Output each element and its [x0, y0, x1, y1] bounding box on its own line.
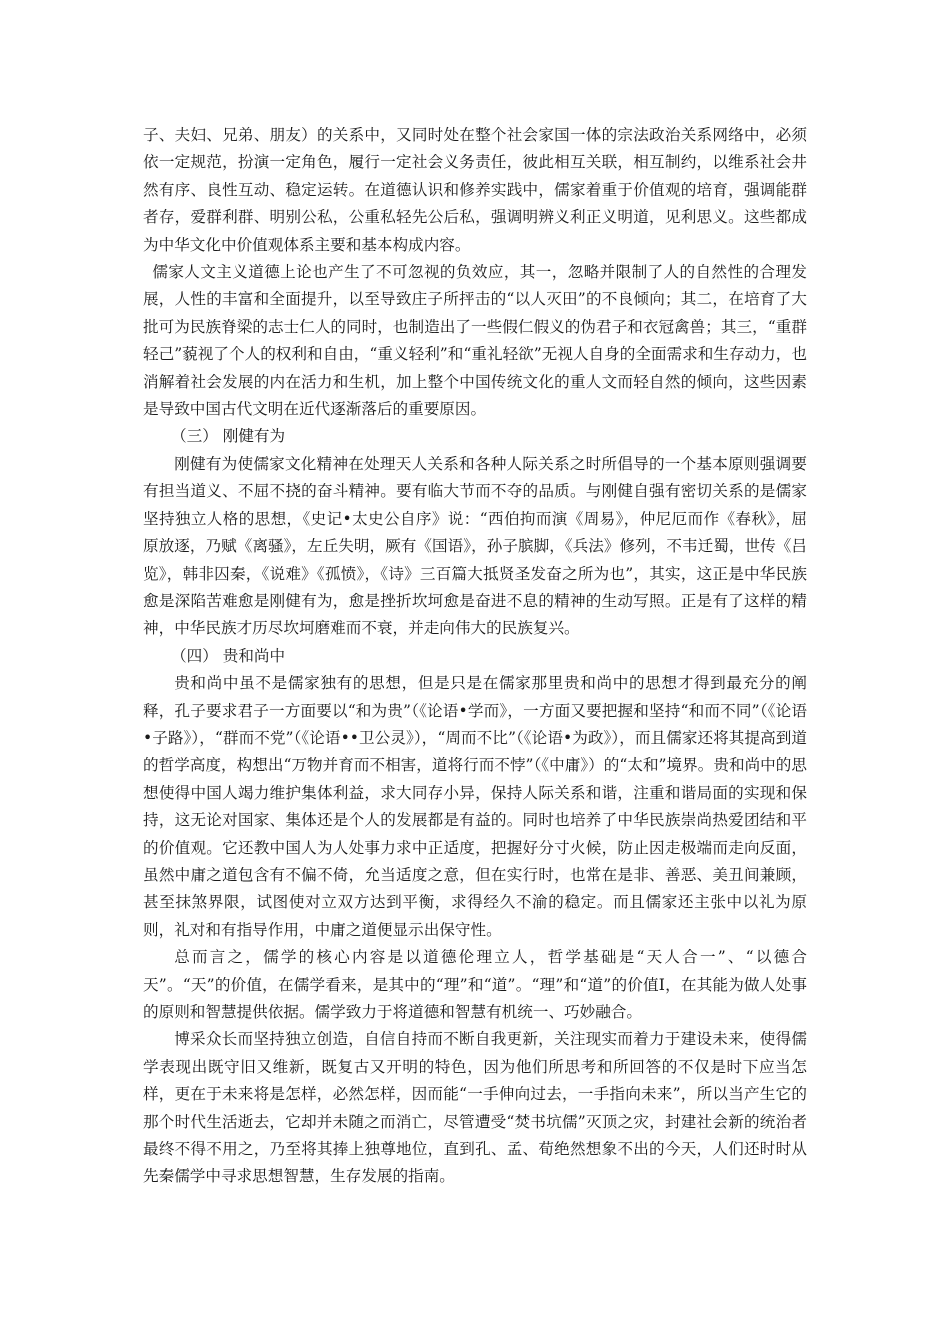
paragraph-section-3: 刚健有为使儒家文化精神在处理天人关系和各种人际关系之时所倡导的一个基本原则强调要有担当道义、不屈不挠的奋斗精神。要有临大节而不夺的品质。与刚健自强有密切关系的是儒家坚持独立人格的思想，《史记•太史公自序》说：“西伯拘而演《周易》，仲尼厄而作《春秋》，屈原放逐，乃赋《离骚》，左丘失明，厥有《国语》，孙子膑脚，《兵法》修列，不韦迁蜀，世传《吕览》，韩非囚秦，《说难》《孤愤》，《诗》三百篇大抵贤圣发奋之所为也”，其实，这正是中华民族愈是深陷苦难愈是刚健有为，愈是挫折坎坷愈是奋进不息的精神的生动写照。正是有了这样的精神，中华民族才历尽坎坷磨难而不衰，并走向伟大的民族复兴。: [143, 454, 807, 638]
section-heading-3: （三） 刚健有为: [171, 427, 286, 446]
paragraph-negative-effects: 儒家人文主义道德上论也产生了不可忽视的负效应，其一，忽略并限制了人的自然性的合理发展，人性的丰富和全面提升，以至导致庄子所抨击的“以人灭田”的不良倾向；其二，在培育了大批可为民族脊梁的志士仁人的同时，也制造出了一些假仁假义的伪君子和衣冠禽兽；其三，“重群轻己”藐视了个人的权利和自由，“重义轻利”和“重礼轻欲”无视人自身的全面需求和生存动力，也消解着社会发展的内在活力和生机，加上整个中国传统文化的重人文而轻自然的倾向，这些因素是导致中国古代文明在近代逐渐落后的重要原因。: [143, 263, 807, 419]
section-heading-4: （四） 贵和尚中: [171, 646, 286, 665]
paragraph-summary: 总而言之，儒学的核心内容是以道德伦理立人，哲学基础是“天人合一”、“以德合天”。“天”的价值，在儒学看来，是其中的“理”和“道”。“理”和“道”的价值I，在其能为做人处事的原则和智慧提供依据。儒学致力于将道德和智慧有机统一、巧妙融合。: [143, 948, 807, 1021]
paragraph-final: 博采众长而坚持独立创造，自信自持而不断自我更新，关注现实而着力于建设未来，使得儒学表现出既守旧又维新，既复古又开明的特色，因为他们所思考和所回答的不仅是时下应当怎样，更在于未来将是怎样，必然怎样，因而能“一手伸向过去，一手指向未来”，所以当产生它的那个时代生活逝去，它却并未随之而消亡，尽管遭受“焚书坑儒”灭顶之灾，封建社会新的统治者最终不得不用之，乃至将其捧上独尊地位，直到孔、孟、荀绝然想象不出的今天，人们还时时从先秦儒学中寻求思想智慧，生存发展的指南。: [143, 1030, 807, 1186]
paragraph-relations: 子、夫妇、兄弟、朋友）的关系中，又同时处在整个社会家国一体的宗法政治关系网络中，必须依一定规范，扮演一定角色，履行一定社会义务责任，彼此相互关联，相互制约，以维系社会井然有序、良性互动、稳定运转。在道德认识和修养实践中，儒家着重于价值观的培育，强调能群者存，爱群利群、明别公私，公重私轻先公后私，强调明辨义利正义明道，见利思义。这些都成为中华文化中价值观体系主要和基本构成内容。: [143, 126, 807, 254]
paragraph-section-4: 贵和尚中虽不是儒家独有的思想，但是只是在儒家那里贵和尚中的思想才得到最充分的阐释，孔子要求君子一方面要以“和为贵”（《论语•学而》，一方面又要把握和坚持“和而不同”（《论语•子路》），“群而不党”（《论语••卫公灵》），“周而不比”（《论语•为政》），而且儒家还将其提高到道的哲学高度，构想出“万物并育而不相害，道将行而不悖”（《中庸》）的“太和”境界。贵和尚中的思想使得中国人竭力维护集体利益，求大同存小异，保持人际关系和谐，注重和谐局面的实现和保持，这无论对国家、集体还是个人的发展都是有益的。同时也培养了中华民族崇尚热爱团结和平的价值观。它还教中国人为人处事力求中正适度，把握好分寸火候，防止因走极端而走向反面，虽然中庸之道包含有不偏不倚，允当适度之意，但在实行时，也常在是非、善恶、美丑间兼顾，甚至抹煞界限，试图使对立双方达到平衡，求得经久不渝的稳定。而且儒家还主张中以礼为原则，礼对和有指导作用，中庸之道便显示出保守性。: [143, 674, 807, 939]
document-page: [143, 122, 807, 1191]
